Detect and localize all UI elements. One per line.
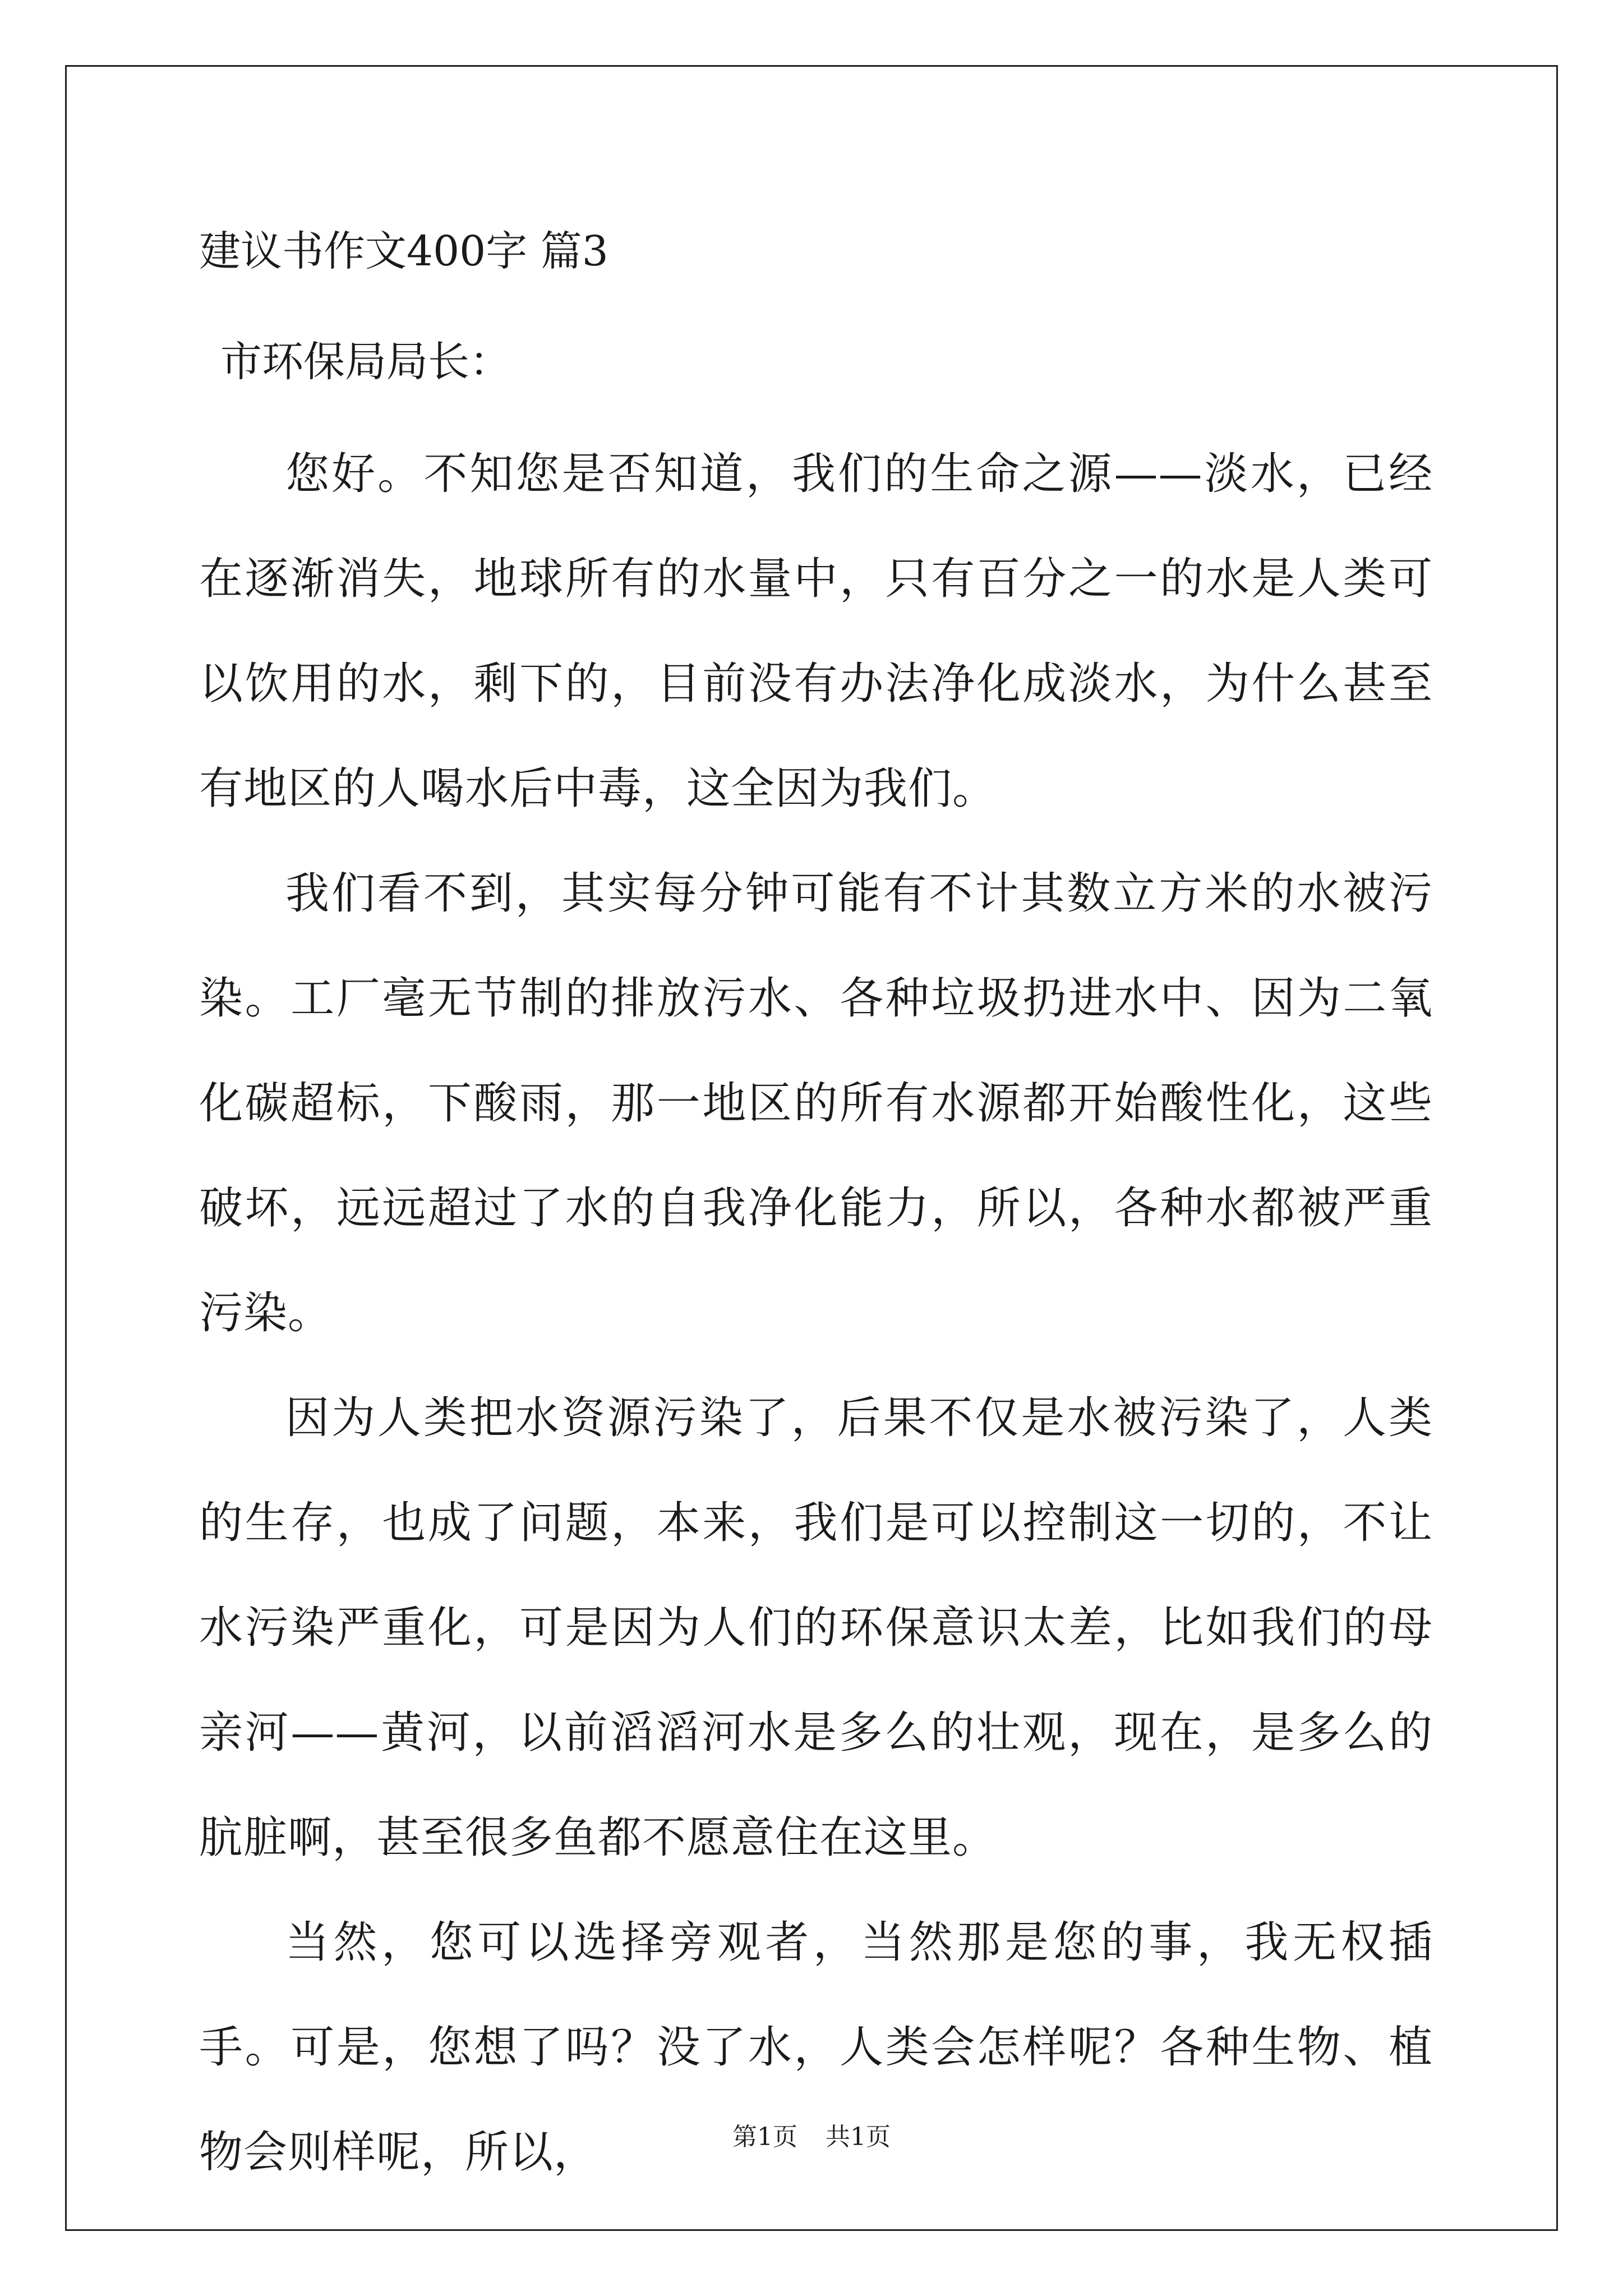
- paragraph-4: 当然，您可以选择旁观者，当然那是您的事，我无权插手。可是，您想了吗？没了水，人类会怎样呢？各种生物、植物会则样呢，所以，: [199, 1917, 1433, 2178]
- paragraph-2: 我们看不到，其实每分钟可能有不计其数立方米的水被污染。工厂毫无节制的排放污水、各种垃圾扔进水中、因为二氧化碳超标，下酸雨，那一地区的所有水源都开始酸性化，这些破坏，远远超过了水的自我净化能力，所以，各种水都被严重污染。: [199, 868, 1433, 1338]
- salutation-text: 市环保局局长：: [220, 338, 511, 386]
- paragraph-1: 您好。不知您是否知道，我们的生命之源——淡水，已经在逐渐消失，地球所有的水量中，只有百分之一的水是人类可以饮用的水，剩下的，目前没有办法净化成淡水，为什么甚至有地区的人喝水后中毒，这全因为我们。: [199, 449, 1433, 814]
- document-title: 建议书作文400字 篇3: [199, 227, 608, 275]
- salutation: [199, 334, 511, 390]
- paragraph-3: 因为人类把水资源污染了，后果不仅是水被污染了，人类的生存，也成了问题，本来，我们是可以控制这一切的，不让水污染严重化，可是因为人们的环保意识太差，比如我们的母亲河——黄河，以前滔滔河水是多么的壮观，现在，是多么的肮脏啊，甚至很多鱼都不愿意住在这里。: [199, 1393, 1433, 1863]
- page-footer: [0, 2120, 1623, 2154]
- document-body: [199, 422, 1433, 2205]
- page-number: 第1页: [732, 2123, 797, 2151]
- page-total: 共1页: [826, 2123, 891, 2151]
